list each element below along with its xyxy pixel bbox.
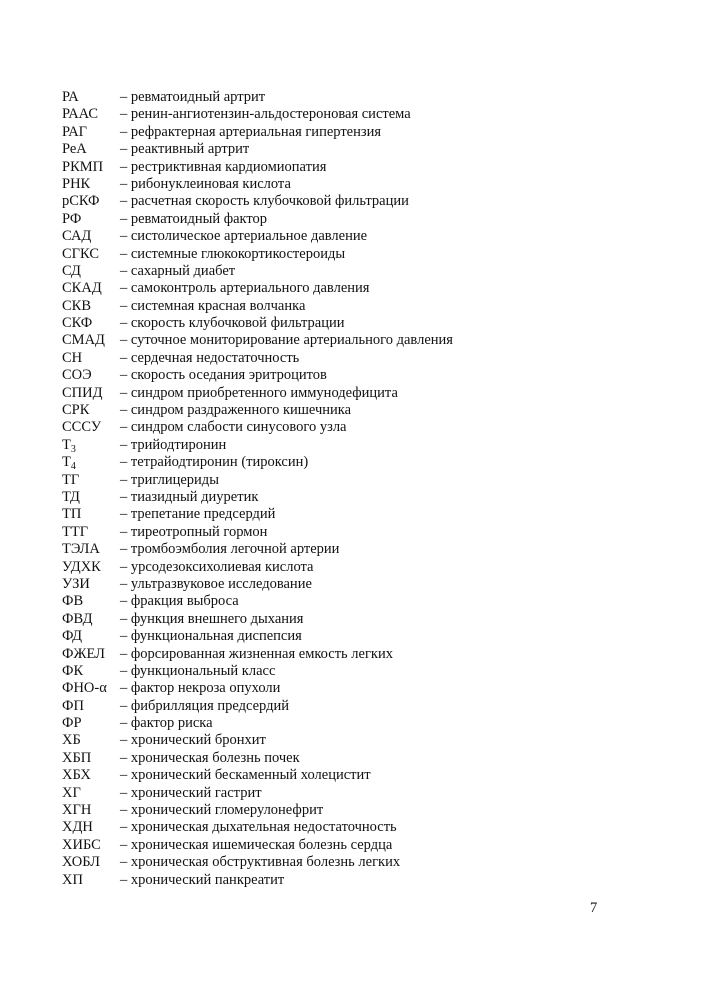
abbreviation-row [62, 159, 662, 176]
abbreviation-description: – тромбоэмболия легочной артерии [120, 541, 340, 558]
abbreviation-term [62, 385, 120, 402]
abbreviation-text: СКВ [62, 297, 92, 314]
abbreviation-term [62, 593, 120, 610]
abbreviation-text: ХОБЛ [62, 854, 101, 871]
abbreviation-row [62, 385, 662, 402]
abbreviation-row [62, 367, 662, 384]
abbreviation-description: – форсированная жизненная емкость легких [120, 645, 393, 662]
abbreviation-description: – суточное мониторирование артериального давления [120, 332, 453, 349]
abbreviation-term [62, 837, 120, 854]
abbreviation-term [62, 193, 120, 210]
abbreviation-term [62, 767, 120, 784]
abbreviation-row [62, 646, 662, 663]
abbreviation-text: ХИБС [62, 836, 101, 853]
page-number: 7 [590, 900, 598, 916]
abbreviation-description: – реактивный артрит [120, 141, 250, 158]
abbreviation-description: – скорость клубочковой фильтрации [120, 315, 345, 332]
abbreviation-row [62, 350, 662, 367]
abbreviation-term [62, 559, 120, 576]
abbreviation-term [62, 141, 120, 158]
abbreviation-text: ХДН [62, 819, 93, 836]
abbreviation-row [62, 715, 662, 732]
abbreviation-description: – системные глюкокортикостероиды [120, 245, 346, 262]
abbreviation-description: – функциональная диспепсия [120, 628, 302, 645]
abbreviation-row [62, 750, 662, 767]
abbreviation-text: ФВ [62, 593, 84, 610]
abbreviation-description: – триглицериды [120, 471, 219, 488]
abbreviation-row [62, 332, 662, 349]
abbreviation-description: – сахарный диабет [120, 262, 236, 279]
abbreviation-term [62, 402, 120, 419]
abbreviation-text: рСКФ [62, 193, 100, 210]
abbreviation-row [62, 211, 662, 228]
abbreviation-description: – хроническая болезнь почек [120, 749, 300, 766]
abbreviation-term [62, 367, 120, 384]
abbreviation-description: – рестриктивная кардиомиопатия [120, 158, 327, 175]
abbreviation-description: – ультразвуковое исследование [120, 575, 312, 592]
abbreviation-term [62, 663, 120, 680]
abbreviation-description: – фибрилляция предсердий [120, 697, 290, 714]
abbreviation-text: ХГ [62, 784, 81, 801]
abbreviation-term [62, 159, 120, 176]
abbreviation-text: Т [62, 454, 71, 471]
abbreviation-description: – системная красная волчанка [120, 297, 306, 314]
abbreviation-term [62, 89, 120, 106]
abbreviation-description: – функциональный класс [120, 662, 276, 679]
abbreviation-text: СОЭ [62, 367, 92, 384]
abbreviation-description: – синдром раздраженного кишечника [120, 402, 352, 419]
abbreviation-subscript: 4 [70, 461, 76, 473]
abbreviation-text: ФК [62, 662, 84, 679]
abbreviation-row [62, 193, 662, 210]
abbreviation-term [62, 124, 120, 141]
abbreviation-row [62, 89, 662, 106]
abbreviation-description: – трепетание предсердий [120, 506, 276, 523]
abbreviation-term [62, 802, 120, 819]
abbreviation-row [62, 454, 662, 471]
abbreviation-text: СРК [62, 402, 90, 419]
abbreviation-row [62, 176, 662, 193]
abbreviation-row [62, 559, 662, 576]
abbreviation-description: – хронический гастрит [120, 784, 262, 801]
abbreviation-row [62, 872, 662, 889]
abbreviation-text: СН [62, 349, 83, 366]
abbreviation-row [62, 541, 662, 558]
abbreviation-term [62, 576, 120, 593]
abbreviation-description: – ревматоидный артрит [120, 89, 266, 105]
abbreviation-description: – ренин-ангиотензин-альдостероновая система [120, 106, 411, 123]
abbreviation-description: – хроническая ишемическая болезнь сердца [120, 836, 393, 853]
abbreviation-description: – самоконтроль артериального давления [120, 280, 370, 297]
abbreviation-row [62, 837, 662, 854]
abbreviation-description: – рибонуклеиновая кислота [120, 175, 291, 192]
abbreviation-text: ХБП [62, 749, 92, 766]
abbreviation-row [62, 680, 662, 697]
abbreviation-row [62, 246, 662, 263]
abbreviation-description: – хроническая дыхательная недостаточность [120, 819, 397, 836]
abbreviation-term [62, 332, 120, 349]
abbreviation-text: УЗИ [62, 575, 90, 592]
abbreviation-row [62, 228, 662, 245]
abbreviation-text: РКМП [62, 158, 104, 175]
abbreviation-description: – синдром приобретенного иммунодефицита [120, 384, 398, 401]
abbreviation-description: – скорость оседания эритроцитов [120, 367, 327, 384]
abbreviation-term [62, 280, 120, 297]
abbreviation-text: РА [62, 89, 79, 105]
abbreviation-row [62, 854, 662, 871]
abbreviation-term [62, 298, 120, 315]
abbreviation-description: – хронический гломерулонефрит [120, 802, 324, 819]
abbreviation-description: – тетрайодтиронин (тироксин) [120, 454, 309, 471]
abbreviation-row [62, 767, 662, 784]
abbreviation-description: – фактор риска [120, 715, 213, 732]
abbreviation-description: – фракция выброса [120, 593, 239, 610]
abbreviation-description: – фактор некроза опухоли [120, 680, 281, 697]
abbreviation-text: РНК [62, 175, 91, 192]
abbreviation-text: РАГ [62, 123, 88, 140]
abbreviation-description: – систолическое артериальное давление [120, 228, 368, 245]
abbreviation-row [62, 280, 662, 297]
abbreviation-description: – хронический бескаменный холецистит [120, 767, 371, 784]
abbreviation-term [62, 437, 120, 454]
abbreviation-description: – урсодезоксихолиевая кислота [120, 558, 314, 575]
abbreviation-text: ФВД [62, 610, 93, 627]
abbreviation-row [62, 611, 662, 628]
abbreviation-term [62, 819, 120, 836]
abbreviation-row [62, 141, 662, 158]
abbreviation-term [62, 750, 120, 767]
abbreviation-term [62, 628, 120, 645]
abbreviation-term [62, 646, 120, 663]
abbreviation-term [62, 489, 120, 506]
abbreviation-text: ФР [62, 715, 82, 732]
abbreviation-description: – рефрактерная артериальная гипертензия [120, 123, 382, 140]
abbreviation-description: – ревматоидный фактор [120, 210, 268, 227]
abbreviation-term [62, 263, 120, 280]
abbreviation-term [62, 732, 120, 749]
abbreviation-description: – хронический панкреатит [120, 871, 285, 888]
abbreviation-description: – хроническая обструктивная болезнь легких [120, 854, 401, 871]
abbreviation-description: – тиазидный диуретик [120, 488, 259, 505]
abbreviation-term [62, 872, 120, 889]
abbreviation-term [62, 246, 120, 263]
abbreviation-row [62, 506, 662, 523]
abbreviation-term [62, 715, 120, 732]
abbreviation-description: – хронический бронхит [120, 732, 266, 749]
abbreviation-row [62, 732, 662, 749]
abbreviation-text: РААС [62, 106, 99, 123]
abbreviation-row [62, 524, 662, 541]
abbreviation-term [62, 541, 120, 558]
abbreviation-row [62, 315, 662, 332]
abbreviation-term [62, 506, 120, 523]
abbreviation-row [62, 663, 662, 680]
abbreviation-term [62, 176, 120, 193]
abbreviation-row [62, 628, 662, 645]
abbreviation-term [62, 228, 120, 245]
abbreviation-text: ФД [62, 628, 83, 645]
abbreviation-text: ФНО-α [62, 680, 107, 697]
abbreviation-term [62, 854, 120, 871]
abbreviation-description: – трийодтиронин [120, 436, 227, 453]
abbreviation-text: РеА [62, 141, 87, 158]
abbreviation-term [62, 350, 120, 367]
abbreviation-description: – синдром слабости синусового узла [120, 419, 347, 436]
abbreviation-description: – сердечная недостаточность [120, 349, 300, 366]
abbreviation-term [62, 315, 120, 332]
abbreviation-text: СКАД [62, 280, 102, 297]
abbreviation-text: ХП [62, 871, 83, 888]
abbreviation-row [62, 819, 662, 836]
abbreviation-text: ФП [62, 697, 84, 714]
abbreviation-term [62, 524, 120, 541]
abbreviation-text: ХБХ [62, 767, 91, 784]
abbreviation-text: СКФ [62, 315, 93, 332]
abbreviation-text: РФ [62, 210, 82, 227]
abbreviation-term [62, 698, 120, 715]
abbreviation-subscript: 3 [70, 443, 76, 455]
abbreviation-text: ТТГ [62, 523, 89, 540]
abbreviation-row [62, 437, 662, 454]
abbreviation-text: ТП [62, 506, 82, 523]
abbreviation-text: ХГН [62, 802, 92, 819]
abbreviation-text: ТД [62, 488, 80, 505]
abbreviation-row [62, 576, 662, 593]
abbreviation-row [62, 489, 662, 506]
abbreviation-term [62, 454, 120, 471]
abbreviation-row [62, 298, 662, 315]
abbreviation-text: Т [62, 436, 71, 453]
abbreviation-row [62, 402, 662, 419]
abbreviation-row [62, 472, 662, 489]
abbreviation-row [62, 802, 662, 819]
abbreviation-text: ФЖЕЛ [62, 645, 105, 662]
abbreviation-text: ТЭЛА [62, 541, 100, 558]
abbreviation-row [62, 263, 662, 280]
abbreviation-text: САД [62, 228, 92, 245]
abbreviation-description: – функция внешнего дыхания [120, 610, 304, 627]
abbreviation-description: – тиреотропный гормон [120, 523, 268, 540]
abbreviation-row [62, 593, 662, 610]
abbreviation-term [62, 680, 120, 697]
abbreviation-list [62, 89, 662, 889]
abbreviation-text: СПИД [62, 384, 103, 401]
abbreviation-text: СМАД [62, 332, 105, 349]
abbreviation-row [62, 419, 662, 436]
abbreviation-term [62, 419, 120, 436]
abbreviation-row [62, 106, 662, 123]
abbreviation-text: ТГ [62, 471, 80, 488]
abbreviation-row [62, 698, 662, 715]
abbreviation-term [62, 211, 120, 228]
abbreviation-text: СД [62, 262, 81, 279]
abbreviation-term [62, 472, 120, 489]
abbreviation-row [62, 124, 662, 141]
abbreviation-row [62, 785, 662, 802]
abbreviation-text: СГКС [62, 245, 100, 262]
abbreviation-text: СССУ [62, 419, 102, 436]
abbreviation-text: ХБ [62, 732, 81, 749]
abbreviation-term [62, 106, 120, 123]
abbreviation-text: УДХК [62, 558, 101, 575]
abbreviation-description: – расчетная скорость клубочковой фильтрации [120, 193, 409, 210]
abbreviation-term [62, 785, 120, 802]
abbreviation-term [62, 611, 120, 628]
